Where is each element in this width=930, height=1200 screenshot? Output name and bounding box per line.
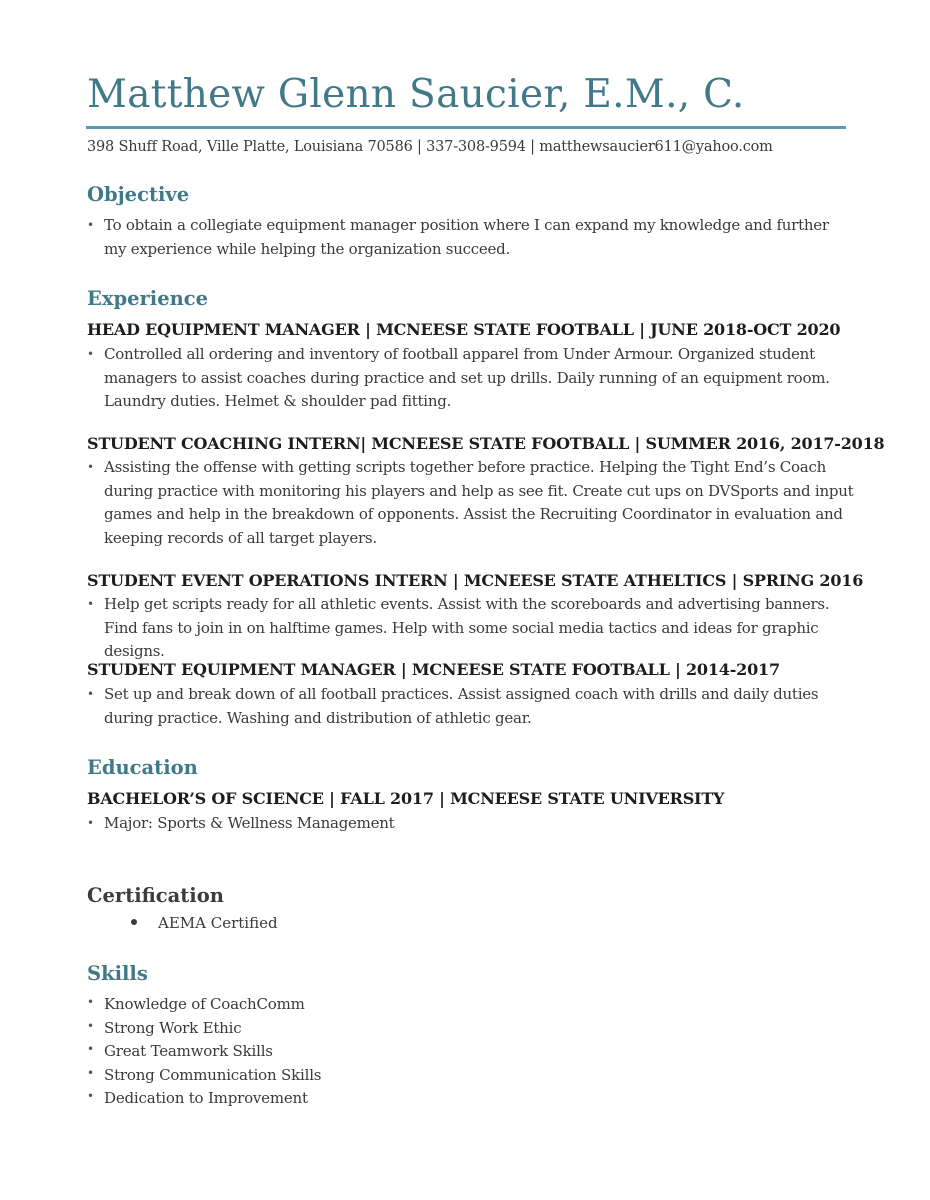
skill-item bbox=[87, 1089, 308, 1107]
section-title-certification: Certification bbox=[87, 884, 224, 907]
candidate-name: Matthew Glenn Saucier, E.M., C. bbox=[87, 72, 745, 117]
job-heading: STUDENT EQUIPMENT MANAGER | MCNEESE STATE FOOTBALL | 2014-2017 bbox=[87, 660, 780, 679]
bullet-icon: • bbox=[87, 460, 94, 474]
job-heading: STUDENT COACHING INTERN| MCNEESE STATE FOOTBALL | SUMMER 2016, 2017-2018 bbox=[87, 434, 885, 453]
skill-item bbox=[87, 1019, 242, 1037]
bullet-icon: • bbox=[87, 816, 94, 830]
job-heading: HEAD EQUIPMENT MANAGER | MCNEESE STATE FOOTBALL | JUNE 2018-OCT 2020 bbox=[87, 320, 841, 339]
skill-text: Knowledge of CoachComm bbox=[104, 995, 305, 1013]
bullet-icon: • bbox=[87, 218, 94, 232]
skill-item bbox=[87, 995, 305, 1013]
skill-item bbox=[87, 1066, 322, 1084]
education-heading: BACHELOR’S OF SCIENCE | FALL 2017 | MCNEESE STATE UNIVERSITY bbox=[87, 789, 725, 808]
bullet-icon: • bbox=[87, 1066, 94, 1080]
bullet-icon: • bbox=[87, 1089, 94, 1103]
job-description bbox=[87, 593, 854, 664]
bullet-icon: • bbox=[87, 1042, 94, 1056]
job-description-text: Set up and break down of all football practices. Assist assigned coach with drills and daily duties during practice. Washing and distribution of athletic gear. bbox=[104, 685, 819, 727]
objective-text: To obtain a collegiate equipment manager position where I can expand my knowledge and further my experience while helping the organization succeed. bbox=[104, 216, 829, 258]
job-description-text: Assisting the offense with getting scripts together before practice. Helping the Tight End’s Coach during practice with monitoring his players and help as see fit. Create cut ups on DVSports and input games and help in the breakdown of opponents. Assist the Recruiting Coordinator in evaluation and keeping records of all target players. bbox=[104, 458, 854, 547]
section-title-objective: Objective bbox=[87, 183, 190, 206]
bullet-icon: • bbox=[87, 687, 94, 701]
job-description bbox=[87, 456, 854, 550]
job-description bbox=[87, 343, 854, 414]
education-detail bbox=[87, 812, 854, 836]
bullet-icon bbox=[131, 919, 137, 925]
job-description-text: Controlled all ordering and inventory of football apparel from Under Armour. Organized student managers to assist coaches during practice and set up drills. Daily running of an equipment room. Laundry duties. Helmet & shoulder pad fitting. bbox=[104, 345, 830, 411]
contact-info: 398 Shuff Road, Ville Platte, Louisiana 70586 | 337-308-9594 | matthewsaucier611@yahoo.com bbox=[87, 139, 773, 155]
certification-item: AEMA Certified bbox=[158, 914, 278, 932]
job-description-text: Help get scripts ready for all athletic events. Assist with the scoreboards and advertising banners. Find fans to join in on halftime games. Help with some social media tactics and ideas for graphic designs. bbox=[104, 595, 830, 661]
section-title-skills: Skills bbox=[87, 962, 148, 985]
skill-item bbox=[87, 1042, 273, 1060]
skill-text: Strong Work Ethic bbox=[104, 1019, 242, 1037]
header-divider bbox=[86, 126, 846, 129]
section-title-education: Education bbox=[87, 756, 198, 779]
skill-text: Dedication to Improvement bbox=[104, 1089, 308, 1107]
skill-text: Strong Communication Skills bbox=[104, 1066, 322, 1084]
education-detail-text: Major: Sports & Wellness Management bbox=[104, 814, 395, 832]
bullet-icon: • bbox=[87, 347, 94, 361]
bullet-icon: • bbox=[87, 995, 94, 1009]
job-description bbox=[87, 683, 854, 730]
objective-item bbox=[87, 214, 854, 261]
job-heading: STUDENT EVENT OPERATIONS INTERN | MCNEESE STATE ATHELTICS | SPRING 2016 bbox=[87, 571, 864, 590]
section-title-experience: Experience bbox=[87, 287, 209, 310]
bullet-icon: • bbox=[87, 597, 94, 611]
skill-text: Great Teamwork Skills bbox=[104, 1042, 273, 1060]
bullet-icon: • bbox=[87, 1019, 94, 1033]
